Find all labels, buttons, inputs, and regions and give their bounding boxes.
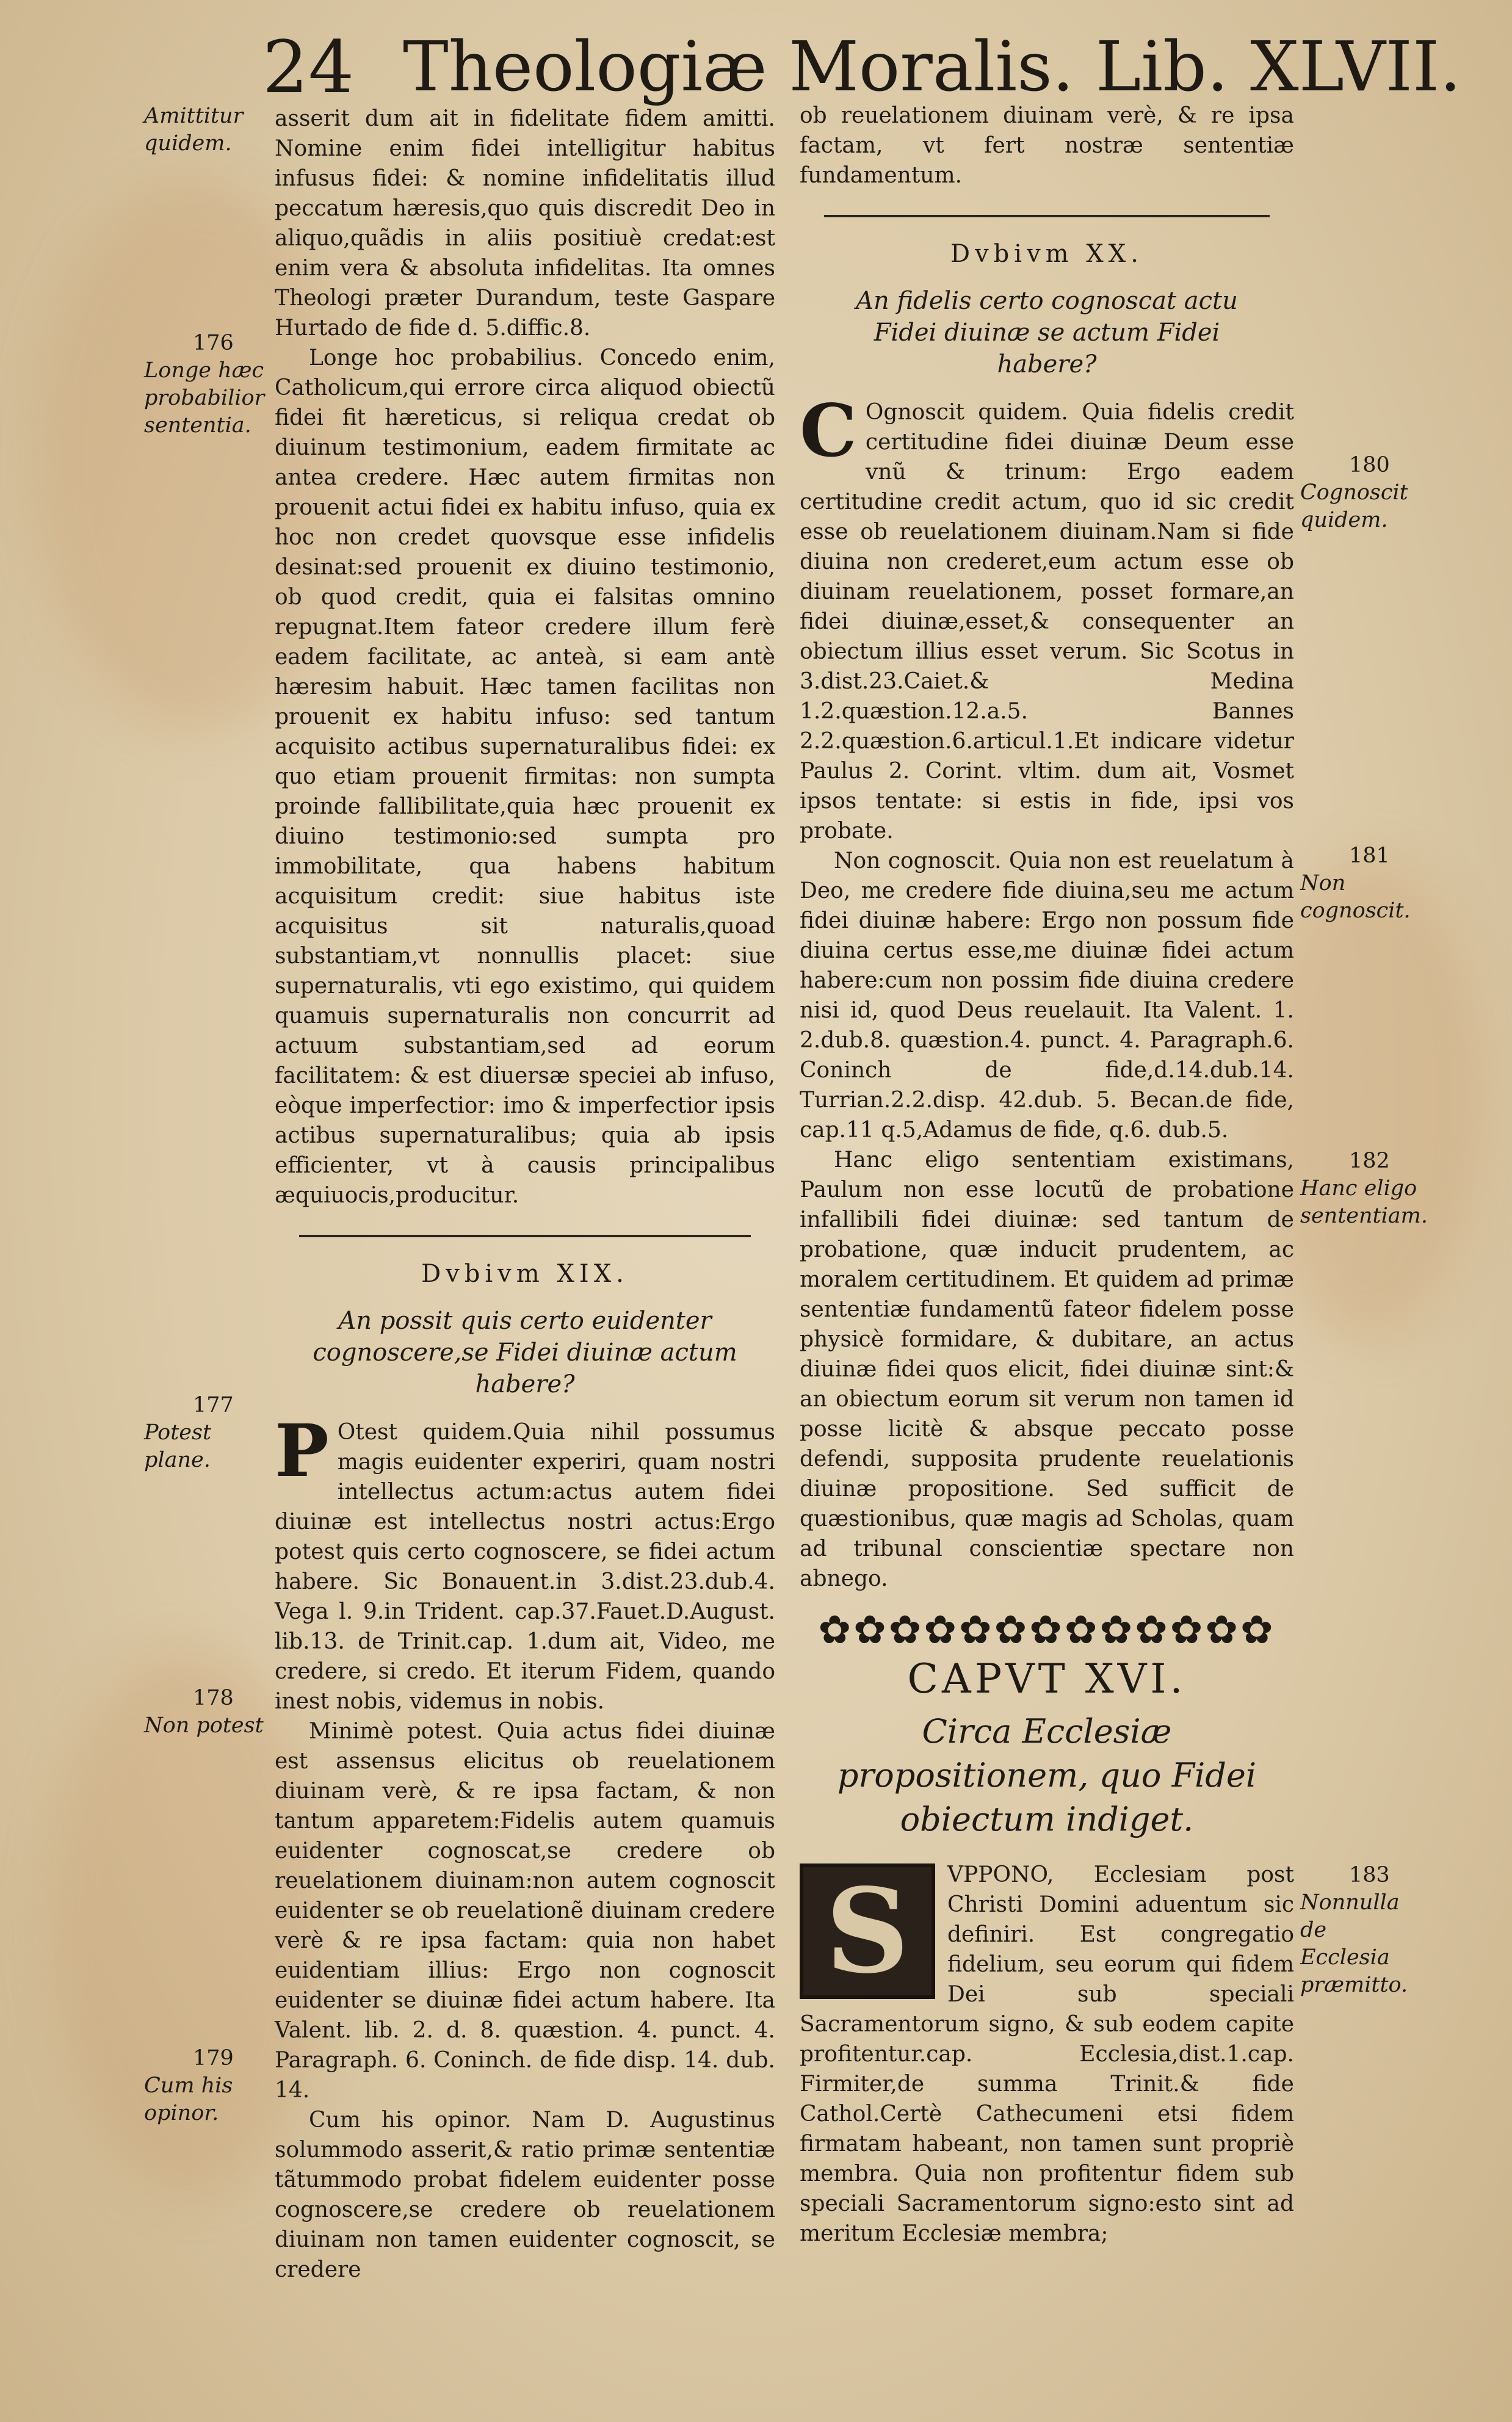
paragraph-176: Longe hoc probabilius. Concedo enim, Catholicum,qui errore circa aliquod obiectũ fidei fit hæreticus, si reliqua credat ob diuinum testimonium, eadem firmitate ac antea credere. Hæc autem firmitas non prouenit actui fidei ex habitu infuso, quia ex hoc non credet quovsque esse infidelis desinat:sed prouenit ex diuino testimonio, ob quod credit, quia ei falsitas omnino repugnat.Item fateor credere illum ferè eadem facilitate, ac anteà, si eam antè hæresim habuit. Hæc tamen facilitas non prouenit ex habitu infuso: sed tantum acquisito actibus supernaturalibus fidei: ex quo etiam prouenit firmitas: non sumpta proinde fallibilitate,quia hæc prouenit ex diuino testimonio:sed sumpta pro immobilitate, qua habens habitum acquisitum credit: siue habitus iste acquisitus sit naturalis,quoad substantiam,vt nonnullis placet: siue supernaturalis, vti ego existimo, qui quidem quamuis supernaturalis non concurrit ad actuum substantiam,sed ad eorum facilitatem: & est diuersæ speciei ab infuso, eòque imperfectior: imo & imperfectior ipsis actibus supernaturalibus; quia ab ipsis efficienter, vt à causis principalibus æquiuocis,producitur. <box>275 345 775 1208</box>
right-column <box>800 101 1294 2249</box>
paragraph: asserit dum ait in fidelitate fidem amitti. Nomine enim fidei intelligitur habitus infusus fidei: & nomine infidelitatis illud peccatum hæresis,quo quis discredit Deo in aliquo,quãdis in aliis positiuè credat:est enim vera & absoluta infidelitas. Ita omnes Theologi præter Durandum, teste Gaspare Hurtado de fide d. 5.diffic.8. <box>275 106 775 341</box>
section-rule <box>824 215 1270 217</box>
left-column <box>275 104 775 2285</box>
paragraph-182: Hanc eligo sententiam existimans, Paulum non esse locutũ de probatione infallibili fidei diuinæ: sed tantum de probatione, quæ inducit prudentem, ac moralem certitudinem. Et quidem ad primæ sententiæ fundamentũ fateor fidelem posse physicè formidare, & dubitare, an actus diuinæ fidei quos elicit, fidei diuinæ sint:& an obiectum eorum sit verum non tamen id posse licitè & absque peccato posse defendi, supposita prudente reuelationis diuinæ propositione. Sed sufficit de quæstionibus, quæ magis ad Scholas, quam ad tribunal conscientiæ spectare non abnego. <box>800 1148 1294 1591</box>
chapter-title: Circa Ecclesiæ propositionem, quo Fidei obiectum indiget. <box>837 1712 1257 1838</box>
margin-note: 181 Non cognoscit. <box>1300 844 1411 923</box>
initial-letter: P <box>275 1408 329 1493</box>
paragraph-180: C Ognoscit quidem. Quia fidelis credit certitudine fidei diuinæ Deum esse vnũ & trinum: Ergo eadem certitudine credit actum, quo id sic credit esse ob reuelationem diuinam.Nam si fide diuina non crederet,eum actum esse ob diuinam reuelationem, posset formare,an fidei diuinæ,esset,& consequenter an obiectum illius esset verum. Sic Scotus in 3.dist.23.Caiet.& Medina 1.2.quæstion.12.a.5. Bannes 2.2.quæstion.6.articul.1.Et indicare videtur Paulus 2. Corint. vltim. dum ait, Vosmet ipsos tentate: si estis in fide, ipsi vos probate. <box>800 388 1294 844</box>
dubium-heading: Dvbivm XIX. <box>421 1260 629 1288</box>
margin-note: 180 Cognoscit quidem. <box>1300 453 1408 532</box>
margin-note: 182 Hanc eligo sententiam. <box>1300 1149 1428 1228</box>
chapter-heading: CAPVT XVI. <box>907 1655 1187 1702</box>
paragraph-181: Non cognoscit. Quia non est reuelatum à Deo, me credere fide diuina,seu me actum fidei diuinæ habere: Ergo non possum fide diuina certus esse,me diuinæ fidei actum habere:cum non possim fide diuina credere nisi id, quod Deus reuelauit. Ita Valent. 1. 2.dub.8. quæstion.4. punct. 4. Paragraph.6. Coninch de fide,d.14.dub.14. Turrian.2.2.disp. 42.dub. 5. Becan.de fide, cap.11 q.5,Adamus de fide, q.6. dub.5. <box>800 848 1294 1143</box>
section-rule <box>299 1235 751 1237</box>
margin-note: Amittitur quidem. <box>144 104 244 156</box>
running-header <box>262 24 1461 110</box>
decorated-initial: S <box>800 1863 935 1999</box>
paragraph-177: P Otest quidem.Quia nihil possumus magis euidenter experiri, quam nostri intellectus actum:actus autem fidei diuinæ est intellectus nostri actus:Ergo potest quis certo cognoscere, se fidei actum habere. Sic Bonauent.in 3.dist.23.dub.4. Vega l. 9.in Trident. cap.37.Fauet.D.August. lib.13. de Trinit.cap. 1.dum ait, Video, me credere, si credo. Et iterum Fidem, quando inest nobis, videmus in nobis. <box>275 1408 775 1714</box>
paragraph-183: S VPPONO, Ecclesiam post Christi Domini aduentum sic definiri. Est congregatio fidelium, seu eorum qui fidem Dei sub speciali Sacramentorum signo, & sub eodem capite profitentur.cap. Ecclesia,dist.1.cap. Firmiter,de summa Trinit.& fide Cathol.Certè Cathecumeni etsi fidem firmatam habeant, non tamen sunt propriè membra. Quia non profitentur fidem sub speciali Sacramentorum signo:esto sint ad meritum Ecclesiæ membra; <box>800 1862 1294 2246</box>
initial-letter: C <box>800 388 857 473</box>
page-number: 24 <box>262 25 355 109</box>
margin-note: 178 Non potest <box>144 1686 264 1738</box>
margin-note: 179 Cum his opinor. <box>144 2046 234 2125</box>
dubium-heading: Dvbivm XX. <box>950 240 1143 268</box>
paragraph: ob reuelationem diuinam verè, & re ipsa factam, vt fert nostræ sententiæ fundamentum. <box>800 103 1294 188</box>
dubium-question: An fidelis certo cognoscat actu Fidei diuinæ se actum Fidei habere? <box>856 287 1238 378</box>
margin-note: 183 Nonnulla de Ecclesia præmitto. <box>1300 1863 1408 1997</box>
margin-note: 177 Potest plane. <box>144 1393 234 1472</box>
paragraph-178: Minimè potest. Quia actus fidei diuinæ est assensus elicitus ob reuelationem diuinam verè, & re ipsa factam, & non tantum apparetem:Fidelis autem quamuis euidenter cognoscat,se credere ob reuelationem diuinam:non autem cognoscit euidenter se ob reuelationẽ diuinam credere verè & re ipsa factam: quia non habet euidentiam illius: Ergo non cognoscit euidenter se diuinæ fidei actum habere. Ita Valent. lib. 2. d. 8. quæstion. 4. punct. 4. Paragraph. 6. Coninch. de fide disp. 14. dub. 14. <box>275 1719 775 2103</box>
paragraph-179: Cum his opinor. Nam D. Augustinus solummodo asserit,& ratio primæ sententiæ tãtummodo probat fidelem euidenter posse cognoscere,se credere ob reuelationem diuinam non tamen euidenter cognoscit, se credere <box>275 2108 775 2282</box>
fleuron-ornament: ✿✿✿✿✿✿✿✿✿✿✿✿✿ <box>818 1608 1276 1653</box>
dubium-question: An possit quis certo euidenter cognoscere,se Fidei diuinæ actum habere? <box>313 1307 737 1398</box>
running-title: Theologiæ Moralis. Lib. XLVII. <box>403 27 1461 107</box>
margin-note: 176 Longe hæc probabilior sententia. <box>144 331 265 438</box>
